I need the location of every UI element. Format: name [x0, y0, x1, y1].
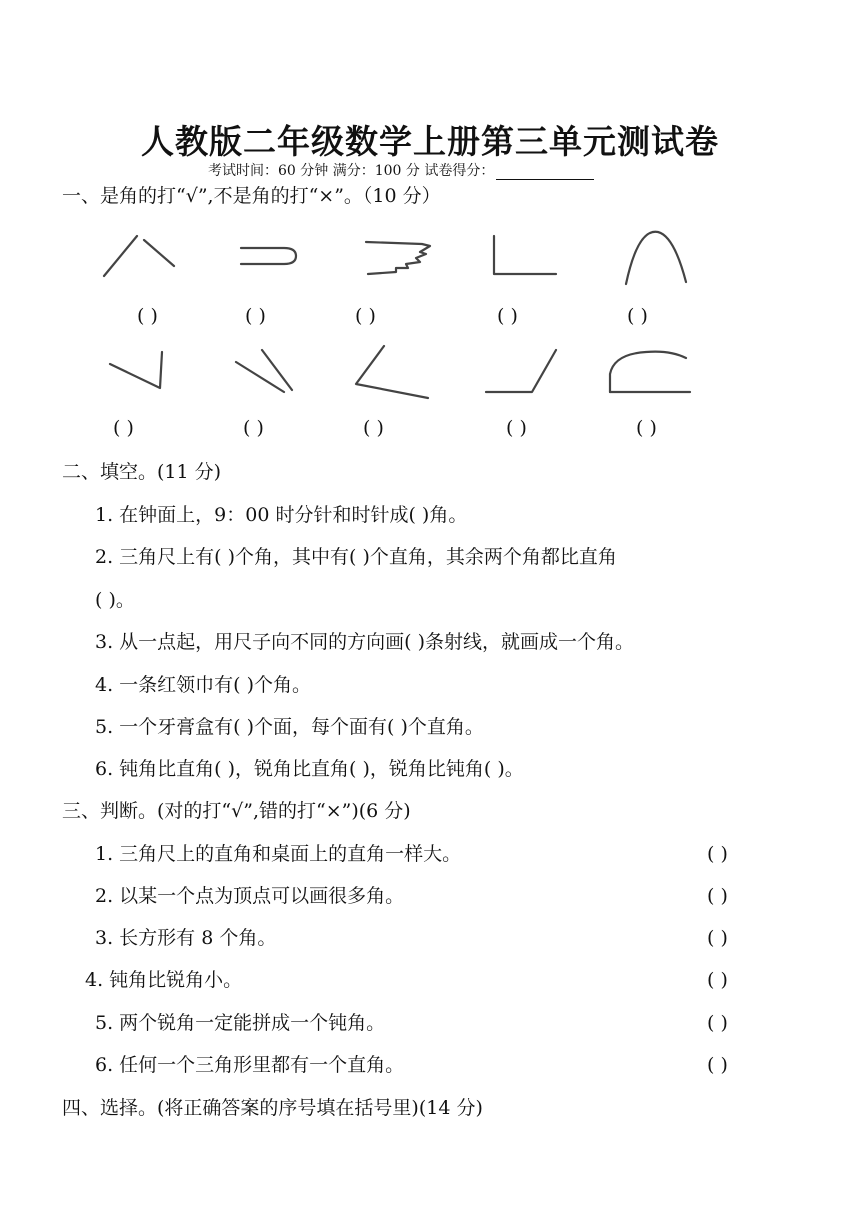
fill-question-2[interactable]: 2. 三角尺上有( )个角，其中有( )个直角，其余两个角都比直角 — [95, 546, 617, 568]
answer-blank[interactable]: ( ) — [627, 305, 648, 327]
figure-4-right-angle — [488, 232, 562, 278]
figure-8-angle — [352, 342, 432, 402]
judge-question-3: 3. 长方形有 8 个角。 — [95, 927, 277, 949]
section3-heading: 三、判断。(对的打“√”,错的打“×”)(6 分) — [62, 800, 411, 822]
figure-10-curved-shape — [602, 344, 694, 396]
answer-blank[interactable]: ( ) — [636, 417, 657, 439]
page-title: 人教版二年级数学上册第三单元测试卷 — [141, 122, 719, 161]
fill-question-2-continued[interactable]: ( )。 — [95, 589, 135, 611]
figure-9-obtuse-angle — [482, 344, 562, 396]
fill-question-5[interactable]: 5. 一个牙膏盒有( )个面，每个面有( )个直角。 — [95, 716, 484, 738]
answer-blank[interactable]: ( ) — [355, 305, 376, 327]
answer-blank[interactable]: ( ) — [137, 305, 158, 327]
judge-answer-blank[interactable]: ( ) — [707, 1012, 728, 1034]
judge-question-1: 1. 三角尺上的直角和桌面上的直角一样大。 — [95, 843, 462, 865]
figure-2-rounded-shape — [236, 240, 302, 272]
figure-1-open-angle — [100, 230, 180, 280]
exam-info: 考试时间：60 分钟 满分：100 分 试卷得分： — [208, 160, 594, 180]
answer-blank[interactable]: ( ) — [245, 305, 266, 327]
answer-blank[interactable]: ( ) — [497, 305, 518, 327]
fill-question-6[interactable]: 6. 钝角比直角( )，锐角比直角( )，锐角比钝角( )。 — [95, 758, 524, 780]
fill-question-3[interactable]: 3. 从一点起，用尺子向不同的方向画( )条射线，就画成一个角。 — [95, 631, 635, 653]
figure-6-angle — [106, 348, 170, 394]
figure-7-separate-lines — [232, 344, 298, 396]
answer-blank[interactable]: ( ) — [506, 417, 527, 439]
fill-question-4[interactable]: 4. 一条红领巾有( )个角。 — [95, 674, 312, 696]
judge-answer-blank[interactable]: ( ) — [707, 843, 728, 865]
answer-blank[interactable]: ( ) — [363, 417, 384, 439]
figure-3-wing-shape — [360, 232, 436, 278]
section4-heading: 四、选择。(将正确答案的序号填在括号里)(14 分) — [62, 1097, 483, 1119]
judge-answer-blank[interactable]: ( ) — [707, 969, 728, 991]
section1-heading: 一、是角的打“√”,不是角的打“×”。（10 分） — [62, 185, 441, 207]
figure-5-arch-curve — [620, 226, 692, 288]
judge-answer-blank[interactable]: ( ) — [707, 885, 728, 907]
answer-blank[interactable]: ( ) — [243, 417, 264, 439]
judge-answer-blank[interactable]: ( ) — [707, 927, 728, 949]
judge-question-5: 5. 两个锐角一定能拼成一个钝角。 — [95, 1012, 386, 1034]
judge-question-4: 4. 钝角比锐角小。 — [85, 969, 243, 991]
judge-question-2: 2. 以某一个点为顶点可以画很多角。 — [95, 885, 405, 907]
answer-blank[interactable]: ( ) — [113, 417, 134, 439]
judge-answer-blank[interactable]: ( ) — [707, 1054, 728, 1076]
judge-question-6: 6. 任何一个三角形里都有一个直角。 — [95, 1054, 405, 1076]
fill-question-1[interactable]: 1. 在钟面上，9：00 时分针和时针成( )角。 — [95, 504, 468, 526]
section2-heading: 二、填空。(11 分) — [62, 461, 222, 483]
score-blank[interactable] — [496, 165, 594, 180]
